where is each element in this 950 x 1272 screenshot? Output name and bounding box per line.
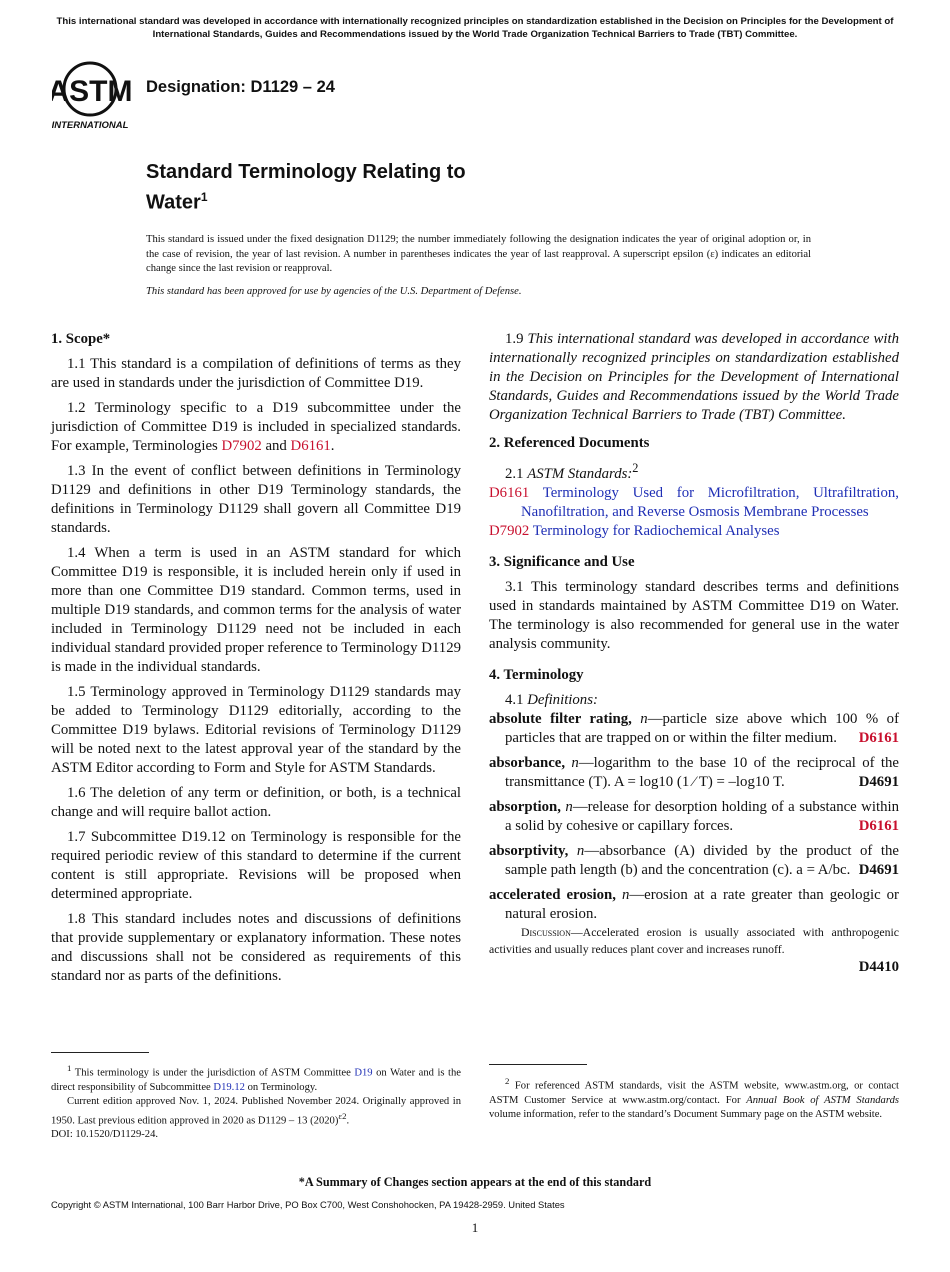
scope-1-2 [51, 399, 461, 456]
def-term: accelerated erosion, [489, 886, 616, 903]
ref-sub-label: ASTM Standards: [527, 465, 633, 482]
footnote-2 [489, 1064, 899, 1122]
link-d6161[interactable]: D6161 [290, 438, 331, 454]
left-column [51, 330, 461, 992]
scope-1-5: 1.5 Terminology approved in Terminology D1129 standards may be added to Terminology D1129 editorially, according to the Committee D19 bylaws. Editorial revisions of Terminology D1129 will be noted next to the latest approval year of the standard by the ASTM Editor according to Form and Style for ASTM Standards. [51, 684, 461, 776]
fn1-doi: DOI: 10.1520/D1129-24. [51, 1129, 159, 1141]
page-number: 1 [471, 1220, 479, 1235]
title-line1: Standard Terminology Relating to [146, 161, 466, 183]
scope-1-2-and: and [261, 438, 291, 454]
def-pos: n [640, 710, 648, 727]
def-term: absorbance, [489, 754, 566, 771]
scope-1-4: 1.4 When a term is used in an ASTM standard for which Committee D19 is responsible, it is included herein only if used in more than one Committee D19 standard. Common terms, used in multiple D19 standards, and common terms for the analysis of water included in Terminology D1129 need not be included in each individual standard provided proper reference to Terminology D1129 is made in the individual standards. [51, 545, 461, 675]
fn1-edition-end: . [346, 1115, 350, 1127]
title-line2: Water [146, 191, 201, 214]
def-discussion [489, 924, 899, 958]
def-term: absorptivity, [489, 842, 569, 859]
def-absolute-filter-rating [489, 710, 899, 748]
def-term: absorption, [489, 798, 561, 815]
fn2-mark: 2 [505, 1076, 510, 1086]
scope-1-9 [489, 330, 899, 425]
scope-1-2-end: . [330, 438, 335, 454]
link-d19[interactable]: D19 [354, 1067, 373, 1079]
scope-heading: 1. Scope* [51, 331, 111, 347]
title-footnote-mark[interactable]: 1 [200, 190, 208, 204]
def-cite-link[interactable]: D6161 [858, 729, 899, 746]
fn1-text-c: on Terminology. [244, 1081, 318, 1093]
fn2-book: Annual Book of ASTM Standards [746, 1094, 899, 1106]
ref-d6161[interactable] [489, 484, 899, 522]
fn2-text-a: For referenced ASTM standards, visit the ASTM website, www.astm.org, or contact ASTM Customer Service at www.astm.org/contact. For [489, 1080, 899, 1106]
def-cite: D4691 [858, 773, 899, 790]
fn1-text-b: on Water and is the direct responsibility of Subcommittee [51, 1067, 461, 1093]
fn1-epsilon: ε2 [338, 1110, 347, 1121]
discussion-label: Discussion [521, 924, 571, 939]
discussion-text: —Accelerated erosion is usually associated with anthropogenic activities and usually reduces plant cover and increases runoff. [489, 924, 899, 956]
def-pos: n [571, 754, 579, 771]
def-text: —particle size above which 100 % of particles that are trapped on or within the filter medium. [505, 710, 899, 746]
def-cite: D4691 [858, 861, 899, 878]
ref-code[interactable]: D6161 [489, 484, 530, 501]
ref-title[interactable]: Terminology for Radiochemical Analyses [532, 522, 780, 539]
referenced-heading: 2. Referenced Documents [489, 435, 650, 451]
significance-heading: 3. Significance and Use [489, 553, 635, 570]
scope-1-8: 1.8 This standard includes notes and discussions of definitions that provide supplementary or explanatory information. These notes and discussions shall not be considered as requirements of this standard nor as parts of the definitions. [51, 911, 461, 984]
def-text: —logarithm to the base 10 of the reciprocal of the transmittance (T). A = log10 (1 ⁄ T) = –log10 T. [505, 754, 899, 790]
terminology-heading: 4. Terminology [489, 666, 584, 683]
footnote-rule [51, 1052, 149, 1053]
defs-sub-label: Definitions: [527, 691, 598, 708]
scope-1-6: 1.6 The deletion of any term or definition, or both, is a technical change and will require ballot action. [51, 785, 461, 820]
link-d7902[interactable]: D7902 [221, 438, 262, 454]
significance-3-1: 3.1 This terminology standard describes terms and definitions used in standards maintained by ASTM Committee D19 on Water. The terminology is also recommended for general use in the water analysis community. [489, 578, 899, 652]
ref-d7902[interactable] [489, 522, 899, 541]
def-absorbance [489, 754, 899, 792]
logo-mark: ASTM [52, 75, 133, 108]
def-absorptivity [489, 842, 899, 880]
def-pos: n [576, 842, 585, 859]
def-text: —absorbance (A) divided by the product of the sample path length (b) and the concentration (c). a = A/bc. [505, 842, 899, 878]
right-column [489, 330, 899, 981]
scope-1-7: 1.7 Subcommittee D19.12 on Terminology is responsible for the required periodic review of this standard to determine if the current content is still appropriate. Revisions will be proposed when determined appropriate. [51, 829, 461, 902]
fn1-edition: Current edition approved Nov. 1, 2024. Published November 2024. Originally approved in 1950. Last previous edition approved in 2020 as D1129 – 13 (2020) [51, 1095, 461, 1127]
scope-1-3: 1.3 In the event of conflict between definitions in Terminology D1129 and definitions in other D19 Terminology standards, the definitions in Terminology D1129 shall govern all Committee D19 standards. [51, 463, 461, 536]
page-title [146, 160, 466, 216]
designation [146, 78, 335, 97]
link-d19-12[interactable]: D19.12 [213, 1081, 245, 1093]
astm-standards-sub [489, 459, 899, 484]
def-pos: n [621, 886, 630, 903]
ref-sub-num: 2.1 [505, 465, 528, 482]
copyright: Copyright © ASTM International, 100 Barr Harbor Drive, PO Box C700, West Conshohocken, PA 19428-2959. United States [51, 1199, 565, 1210]
astm-logo-icon [52, 57, 136, 133]
scope-1-1: 1.1 This standard is a compilation of definitions of terms as they are used in standards under the jurisdiction of Committee D19. [51, 356, 461, 391]
scope-1-9-num: 1.9 [505, 331, 528, 347]
def-text: —release for desorption holding of a substance within a solid by cohesive or capillary forces. [505, 798, 899, 834]
preamble: This standard is issued under the fixed designation D1129; the number immediately following the designation indicates the year of original adoption or, in the case of revision, the year of last revision. A number in parentheses indicates the year of last reapproval. A superscript epsilon (ε) indicates an editorial change since the last revision or reapproval. [146, 234, 811, 275]
designation-code: D1129 – 24 [250, 78, 335, 96]
summary-note: *A Summary of Changes section appears at the end of this standard [298, 1175, 652, 1189]
fn1-mark: 1 [67, 1063, 72, 1073]
header-notice: This international standard was developed in accordance with internationally recognized principles on standardization established in the Decision on Principles for the Development of International Standards, Guides and Recommendations issued by the World Trade Organization Technical Barriers to Trade (TBT) Committee. [56, 16, 894, 40]
def-absorption [489, 798, 899, 836]
defs-sub-num: 4.1 [505, 691, 528, 708]
fn2-text-b: volume information, refer to the standard’s Document Summary page on the ASTM website. [489, 1108, 883, 1120]
scope-1-9-text: This international standard was developed in accordance with internationally recognized principles on standardization established in the Decision on Principles for the Development of International Standards, Guides and Recommendations issued by the World Trade Organization Technical Barriers to Trade (TBT) Committee. [489, 331, 899, 423]
def-pos: n [565, 798, 573, 815]
scope-1-2-text: 1.2 Terminology specific to a D19 subcommittee under the jurisdiction of Committee D19 is included in specialized standards. For example, Terminologies [51, 400, 461, 454]
definitions-sub [489, 691, 899, 710]
def-cite-link[interactable]: D6161 [858, 817, 899, 834]
designation-label: Designation: [146, 78, 246, 96]
footnote-rule [489, 1064, 587, 1065]
ref-title[interactable]: Terminology Used for Microfiltration, Ultrafiltration, Nanofiltration, and Reverse Osmosis Membrane Processes [521, 484, 899, 520]
logo-wordmark: INTERNATIONAL [52, 120, 129, 131]
ref-code[interactable]: D7902 [489, 522, 530, 539]
fn1-text-a: This terminology is under the jurisdiction of ASTM Committee [71, 1067, 355, 1079]
astm-logo [52, 57, 136, 133]
dod-approval: This standard has been approved for use by agencies of the U.S. Department of Defense. [146, 286, 522, 297]
def-term: absolute filter rating, [489, 710, 632, 727]
footnote-1 [51, 1052, 461, 1142]
def-accelerated-erosion [489, 886, 899, 924]
def-cite: D4410 [858, 958, 899, 975]
ref-sub-mark: 2 [632, 461, 639, 475]
def-text: —erosion at a rate greater than geologic or natural erosion. [505, 886, 899, 922]
